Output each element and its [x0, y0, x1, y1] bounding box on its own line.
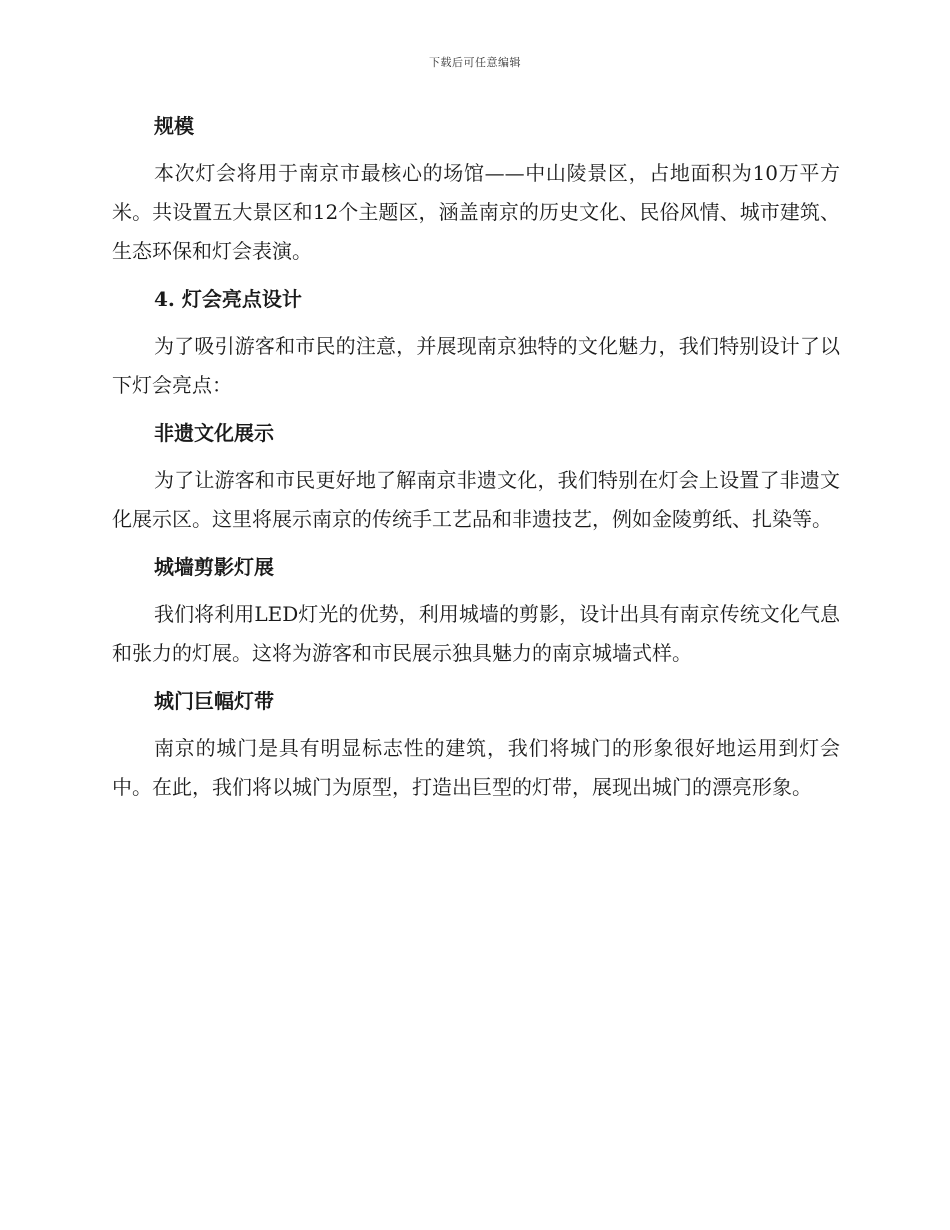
- section-heading: 城门巨幅灯带: [154, 689, 274, 713]
- section-paragraph: 为了吸引游客和市民的注意，并展现南京独特的文化魅力，我们特别设计了以下灯会亮点：: [112, 334, 840, 397]
- section-heading: 4. 灯会亮点设计: [154, 287, 302, 311]
- section-city-gate: [112, 685, 840, 807]
- section-highlights: [112, 283, 840, 405]
- page-header: 下载后可任意编辑: [429, 56, 521, 69]
- section-heritage: [112, 417, 840, 539]
- section-paragraph: 为了让游客和市民更好地了解南京非遗文化，我们特别在灯会上设置了非遗文化展示区。这里将展示南京的传统手工艺品和非遗技艺，例如金陵剪纸、扎染等。: [112, 468, 840, 531]
- section-paragraph: 南京的城门是具有明显标志性的建筑，我们将城门的形象很好地运用到灯会中。在此，我们将以城门为原型，打造出巨型的灯带，展现出城门的漂亮形象。: [112, 736, 840, 799]
- section-paragraph: 本次灯会将用于南京市最核心的场馆——中山陵景区，占地面积为10万平方米。共设置五大景区和12个主题区，涵盖南京的历史文化、民俗风情、城市建筑、生态环保和灯会表演。: [112, 161, 840, 263]
- document-body: [112, 110, 840, 819]
- section-heading: 非遗文化展示: [154, 421, 274, 445]
- section-paragraph: 我们将利用LED灯光的优势，利用城墙的剪影，设计出具有南京传统文化气息和张力的灯展。这将为游客和市民展示独具魅力的南京城墙式样。: [112, 602, 840, 665]
- section-heading: 城墙剪影灯展: [154, 555, 274, 579]
- section-city-wall: [112, 551, 840, 673]
- section-heading: 规模: [154, 114, 194, 138]
- section-scale: [112, 110, 840, 271]
